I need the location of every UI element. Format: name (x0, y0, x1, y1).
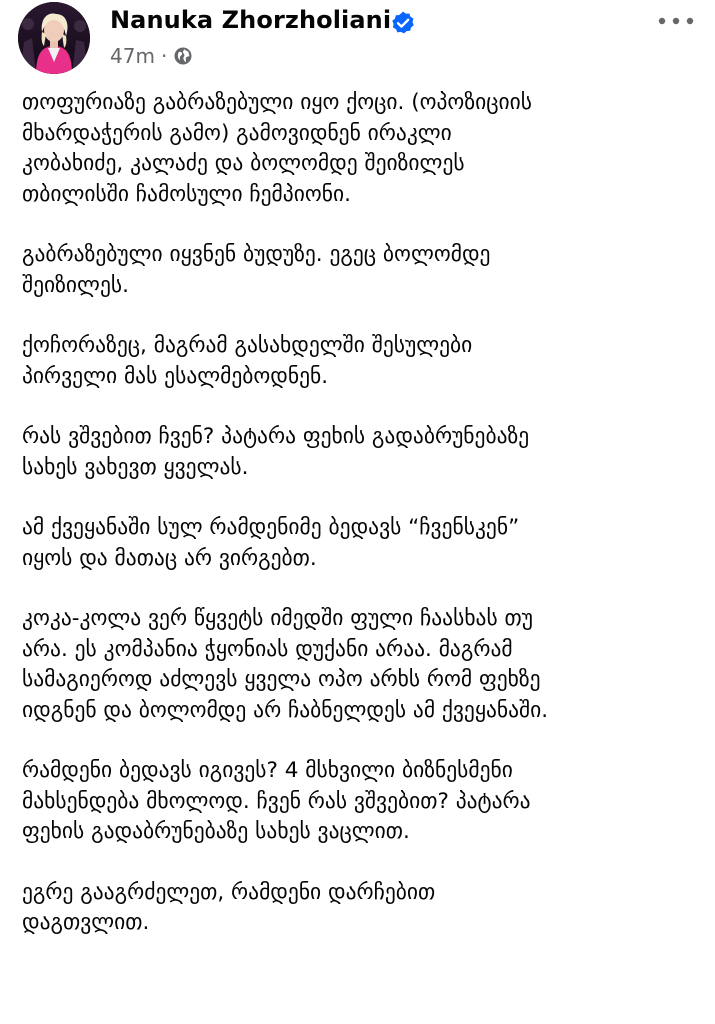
post-meta (110, 44, 193, 68)
post-paragraph: რამდენი ბედავს იგივეს? 4 მსხვილი ბიზნესმენი მახსენდება მხოლოდ. ჩვენ რას ვშვებით? პატარა ფეხის გადაბრუნებაზე სახეს ვაცლით. (22, 758, 531, 844)
post-text (22, 88, 702, 969)
post-paragraph: ქოჩორაზეც, მაგრამ გასახდელში შესულები პირველი მას ესალმებოდნენ. (22, 333, 473, 389)
post-paragraph: თოფურიაზე გაბრაზებული იყო ქოცი. (ოპოზიციის მხარდაჭერის გამო) გამოვიდნენ ირაკლი კობახიძე, კალაძე და ბოლომდე შეიზილეს თბილისში ჩამოსული ჩემპიონი. (22, 90, 532, 207)
avatar-image (18, 2, 90, 74)
author-name[interactable]: Nanuka Zhorzholiani (110, 6, 392, 34)
post-paragraph: კოკა-კოლა ვერ წყვეტს იმედში ფული ჩაასხას თუ არა. ეს კომპანია ჭყონიას დუქანი არაა. მაგრამ სამაგიეროდ აძლევს ყველა ოპო არხს რომ ფეხზე იდგნენ და ბოლომდე არ ჩაბნელდეს ამ ქვეყანაში. (22, 606, 549, 723)
avatar[interactable] (18, 2, 90, 74)
meta-separator: · (160, 44, 168, 68)
more-options-icon[interactable] (654, 10, 698, 32)
post-timestamp[interactable]: 47m (110, 44, 155, 68)
post-paragraph: რას ვშვებით ჩვენ? პატარა ფეხის გადაბრუნებაზე სახეს ვახევთ ყველას. (22, 424, 530, 480)
post-paragraph: გაბრაზებული იყვნენ ბუდუზე. ეგეც ბოლომდე შეიზილეს. (22, 242, 491, 298)
post-paragraph: ამ ქვეყანაში სულ რამდენიმე ბედავს “ჩვენსკენ” იყოს და მათაც არ ვირგებთ. (22, 515, 520, 571)
post-paragraph: ეგრე გააგრძელეთ, რამდენი დარჩებით დაგთვლით. (22, 879, 436, 935)
verified-badge-icon (390, 10, 416, 36)
post-header (18, 0, 698, 78)
globe-icon[interactable] (173, 46, 193, 66)
